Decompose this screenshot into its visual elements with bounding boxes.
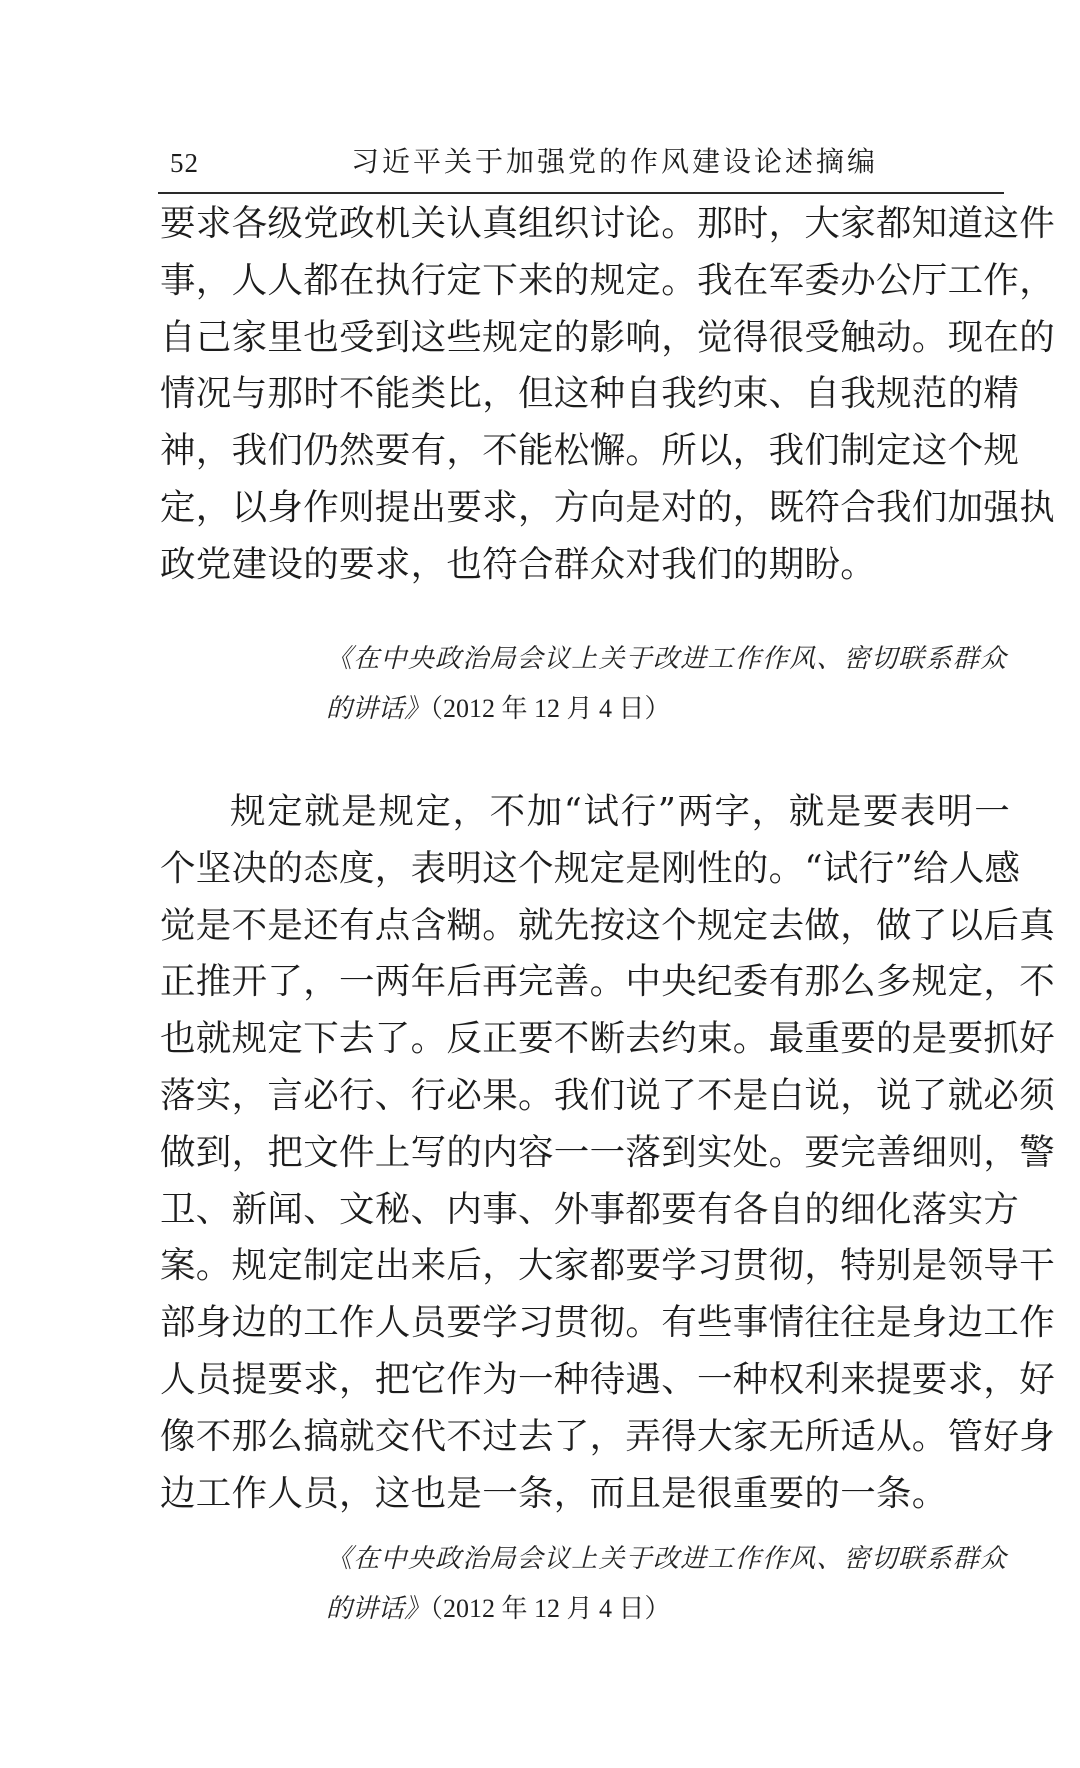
paragraph-line: 自己家里也受到这些规定的影响，觉得很受触动。现在的 xyxy=(160,316,1056,358)
paragraph-line: 部身边的工作人员要学习贯彻。有些事情往往是身边工作 xyxy=(160,1302,1056,1344)
paragraph-1 xyxy=(160,196,1056,594)
paragraph-line: 事，人人都在执行定下来的规定。我在军委办公厅工作， xyxy=(160,259,1056,301)
paragraph-line: 情况与那时不能类比，但这种自我约束、自我规范的精 xyxy=(160,373,1020,415)
citation-line: 《在中央政治局会议上关于改进工作作风、密切联系群众 xyxy=(326,644,1006,674)
paragraph-line: 要求各级党政机关认真组织讨论。那时，大家都知道这件 xyxy=(160,203,1056,244)
citation-title-end: 的讲话》 xyxy=(326,1594,431,1624)
paragraph-line: 做到，把文件上写的内容一一落到实处。要完善细则，警 xyxy=(160,1131,1056,1173)
page-header xyxy=(158,138,1000,190)
paragraph-line: 个坚决的态度，表明这个规定是刚性的。“试行”给人感 xyxy=(160,847,1021,889)
page-number: 52 xyxy=(170,148,199,178)
citation-line xyxy=(326,1584,1006,1634)
paragraph-2 xyxy=(160,784,1056,1522)
source-citation-1 xyxy=(326,634,1006,734)
paragraph-line: 像不那么搞就交代不过去了，弄得大家无所适从。管好身 xyxy=(160,1415,1056,1457)
paragraph-line: 案。规定制定出来后，大家都要学习贯彻，特别是领导干 xyxy=(160,1245,1056,1287)
paragraph-line: 边工作人员，这也是一条，而且是很重要的一条。 xyxy=(160,1472,948,1514)
citation-line: 《在中央政治局会议上关于改进工作作风、密切联系群众 xyxy=(326,1544,1006,1574)
paragraph-line: 神，我们仍然要有，不能松懈。所以，我们制定这个规 xyxy=(160,430,1020,472)
citation-line xyxy=(326,684,1006,734)
paragraph-line: 定，以身作则提出要求，方向是对的，既符合我们加强执 xyxy=(160,486,1056,528)
header-rule xyxy=(158,192,1004,194)
paragraph-line: 政党建设的要求，也符合群众对我们的期盼。 xyxy=(160,543,877,585)
citation-date: （2012 年 12 月 4 日） xyxy=(430,1594,671,1623)
paragraph-line: 卫、新闻、文秘、内事、外事都要有各自的细化落实方 xyxy=(160,1188,1020,1230)
source-citation-2 xyxy=(326,1534,1006,1634)
paragraph-line: 觉是不是还有点含糊。就先按这个规定去做，做了以后真 xyxy=(160,904,1056,946)
citation-date: （2012 年 12 月 4 日） xyxy=(430,694,671,723)
running-title: 习近平关于加强党的作风建设论述摘编 xyxy=(351,145,879,178)
paragraph-line: 正推开了，一两年后再完善。中央纪委有那么多规定，不 xyxy=(160,961,1056,1003)
paragraph-line: 规定就是规定，不加“试行”两字，就是要表明一 xyxy=(230,791,1010,832)
citation-title-end: 的讲话》 xyxy=(326,694,431,724)
paragraph-line: 落实，言必行、行必果。我们说了不是白说，说了就必须 xyxy=(160,1074,1056,1116)
paragraph-line: 也就规定下去了。反正要不断去约束。最重要的是要抓好 xyxy=(160,1018,1056,1060)
paragraph-line: 人员提要求，把它作为一种待遇、一种权利来提要求，好 xyxy=(160,1358,1056,1400)
